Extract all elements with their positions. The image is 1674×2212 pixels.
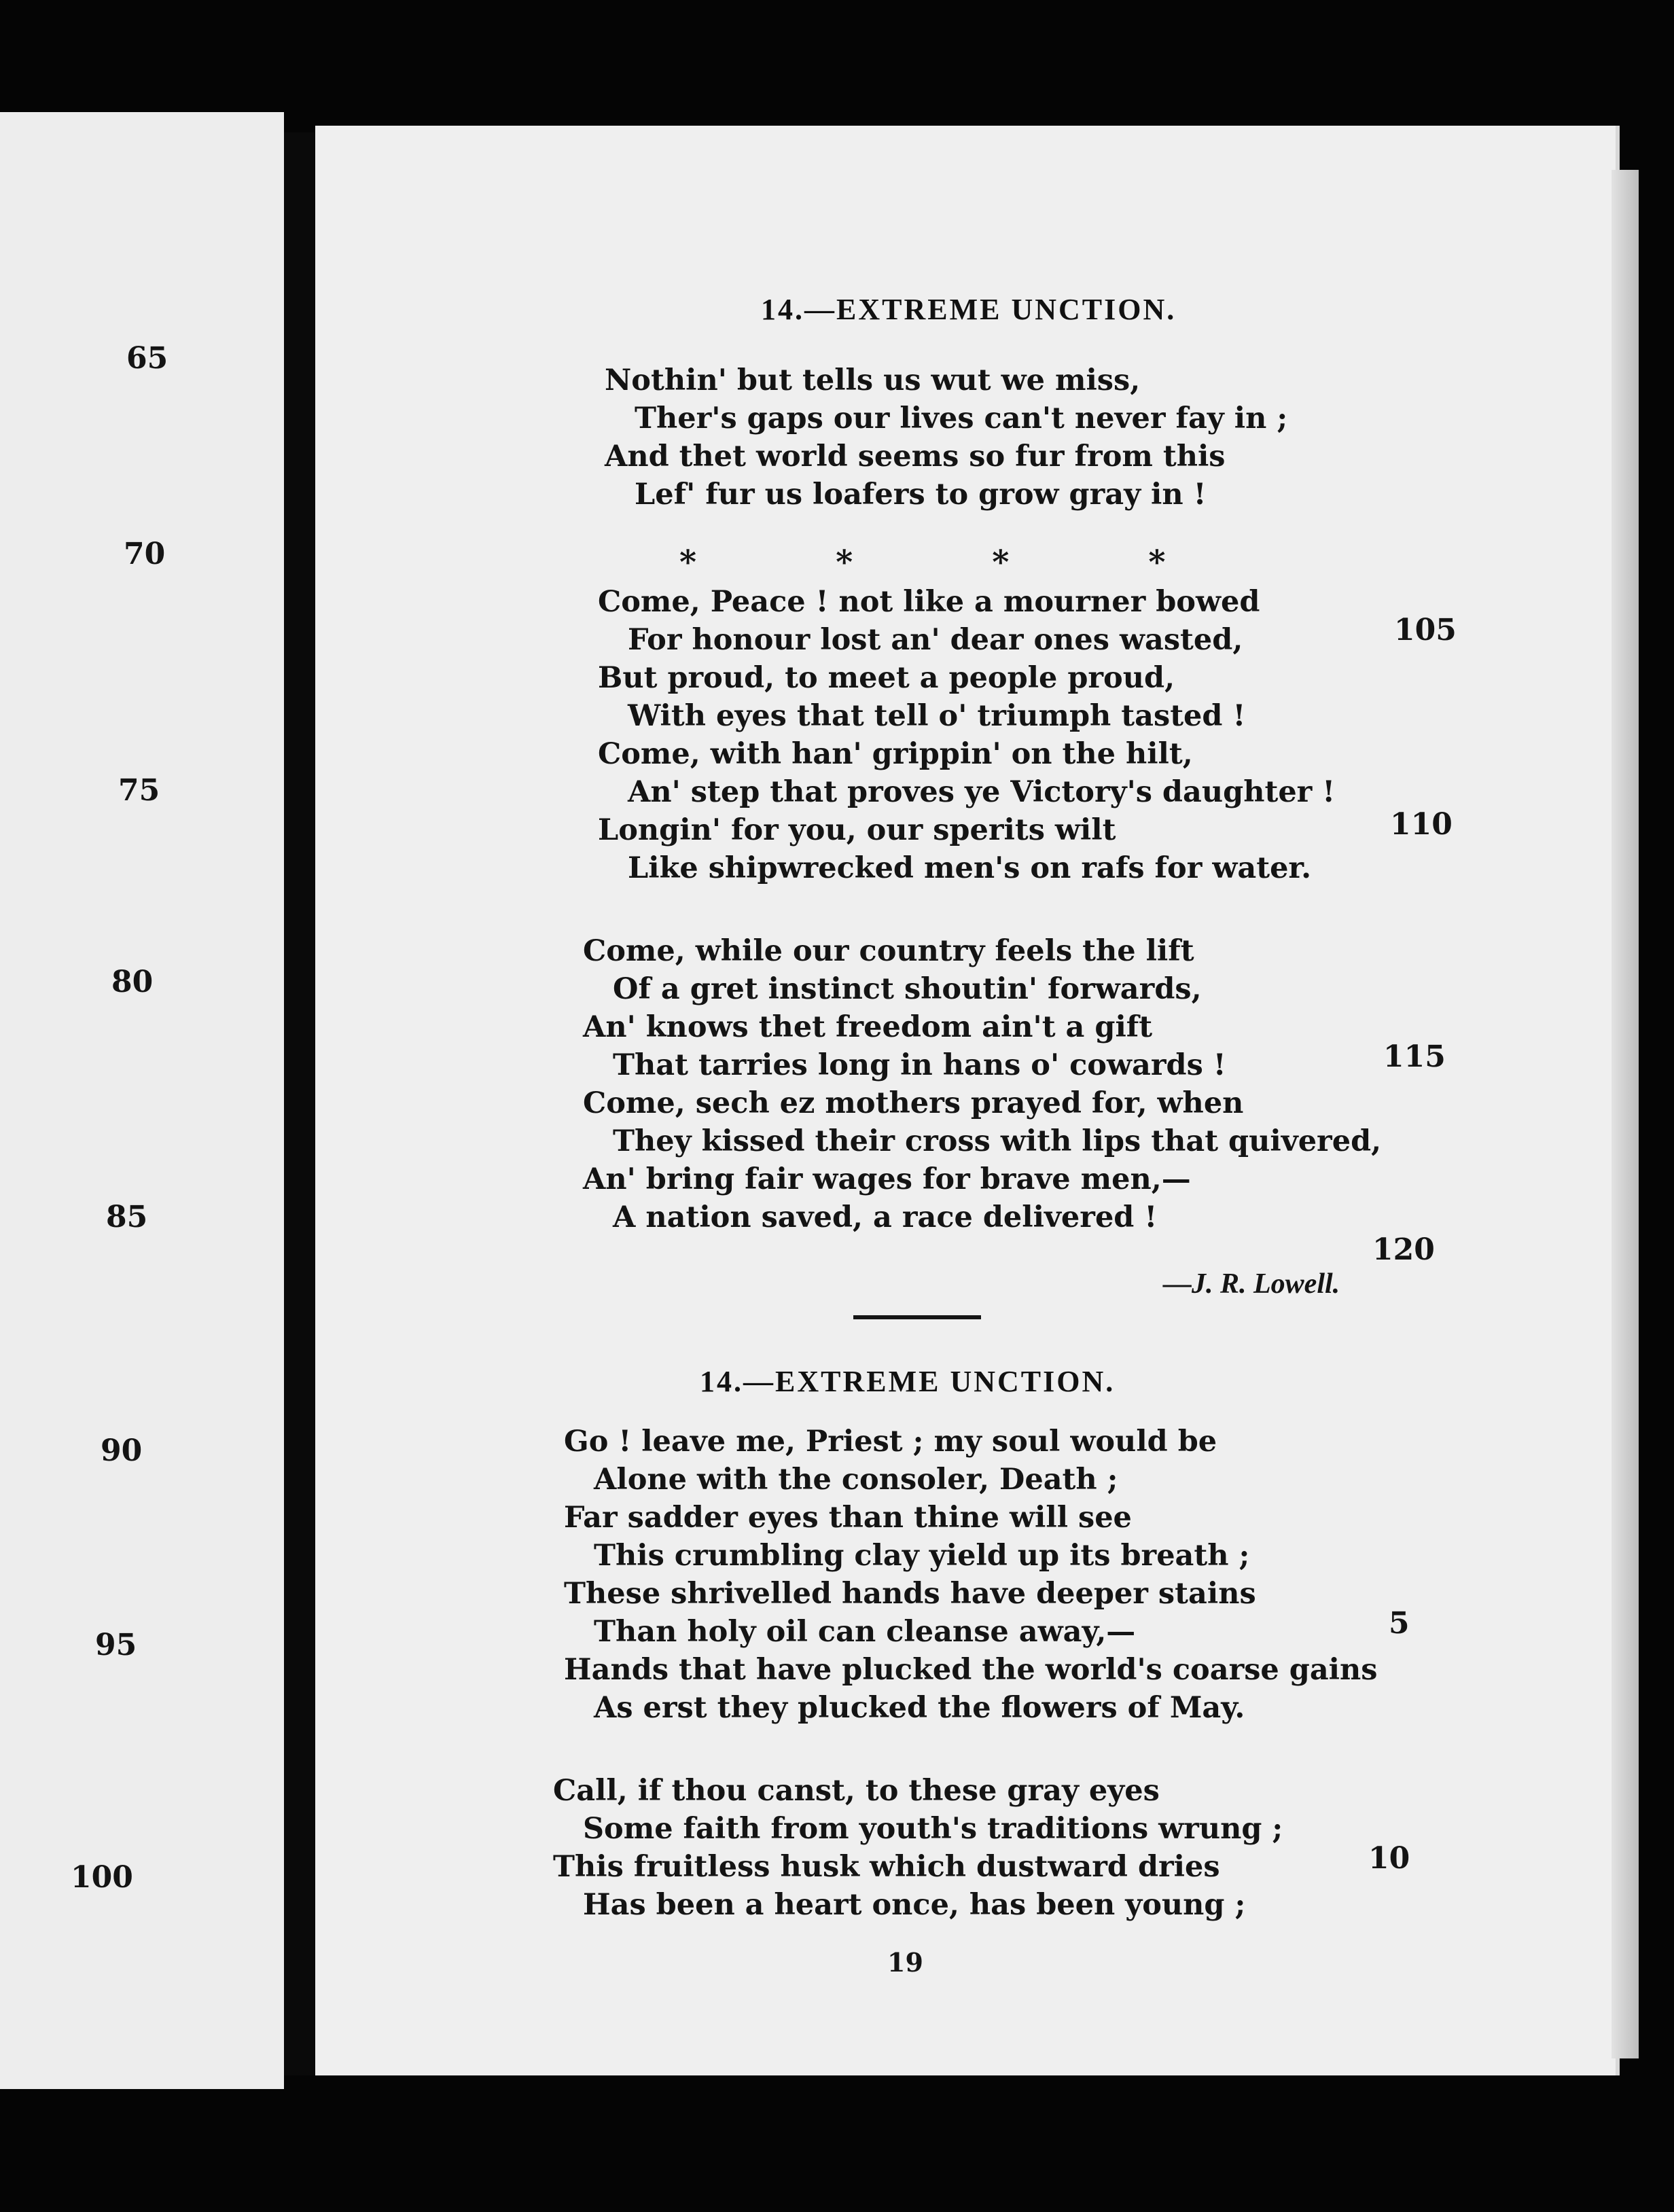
verse-line: With eyes that tell o' triumph tasted ! (628, 699, 1246, 733)
verse-line: For honour lost an' dear ones wasted, (628, 623, 1243, 657)
verse-line: Some faith from youth's traditions wrung ; (583, 1812, 1283, 1846)
left-line-number: 90 (101, 1433, 143, 1468)
page-edge (1611, 170, 1639, 2058)
verse-line: An' bring fair wages for brave men,— (583, 1162, 1191, 1196)
left-page-margin (0, 112, 284, 2089)
star: * (992, 543, 1010, 582)
left-line-number: 85 (106, 1200, 148, 1234)
poem-attribution: —J. R. Lowell. (1163, 1268, 1340, 1300)
verse-line: Hands that have plucked the world's coarse gains (564, 1653, 1378, 1687)
stanza (564, 1423, 1378, 1727)
verse-line: An' knows thet freedom ain't a gift (583, 1010, 1153, 1044)
stanza (605, 361, 1287, 514)
left-line-number: 75 (118, 773, 160, 808)
verse-line: These shrivelled hands have deeper stains (564, 1577, 1256, 1611)
stanza (553, 1772, 1283, 1924)
book-gutter (284, 132, 315, 2075)
verse-line: Come, Peace ! not like a mourner bowed (598, 585, 1260, 619)
section-break-stars (679, 543, 1165, 582)
verse-line: But proud, to meet a people proud, (598, 661, 1175, 695)
verse-line: Than holy oil can cleanse away,— (594, 1615, 1136, 1649)
verse-line: As erst they plucked the flowers of May. (594, 1691, 1245, 1725)
stanza (583, 932, 1381, 1236)
left-line-number: 95 (95, 1628, 137, 1662)
verse-line: Lef' fur us loafers to grow gray in ! (635, 478, 1207, 512)
verse-line: And thet world seems so fur from this (605, 440, 1226, 474)
verse-line: Far sadder eyes than thine will see (564, 1501, 1132, 1535)
poem-title: 14.—EXTREME UNCTION. (700, 1365, 1116, 1398)
right-line-number: 115 (1383, 1039, 1446, 1074)
verse-line: They kissed their cross with lips that quivered, (613, 1124, 1382, 1158)
verse-line: Of a gret instinct shoutin' forwards, (613, 972, 1202, 1006)
verse-line: Come, with han' grippin' on the hilt, (598, 737, 1193, 771)
right-line-number: 105 (1394, 613, 1457, 647)
page-number: 19 (887, 1947, 923, 1978)
verse-line: Has been a heart once, has been young ; (583, 1888, 1246, 1922)
left-line-number: 65 (126, 341, 168, 376)
verse-line: This crumbling clay yield up its breath ; (594, 1539, 1250, 1573)
verse-line: Come, while our country feels the lift (583, 934, 1194, 968)
right-line-number: 120 (1372, 1232, 1435, 1267)
left-line-number: 80 (111, 965, 154, 999)
left-line-number: 100 (71, 1860, 133, 1895)
verse-line: Call, if thou canst, to these gray eyes (553, 1774, 1160, 1808)
verse-line: Like shipwrecked men's on rafs for water. (628, 851, 1312, 885)
verse-line: Nothin' but tells us wut we miss, (605, 363, 1141, 397)
stanza (598, 583, 1335, 887)
right-line-number: 10 (1368, 1841, 1410, 1876)
star: * (679, 543, 697, 582)
poem-title: 14.—EXTREME UNCTION. (761, 293, 1177, 326)
right-line-number: 110 (1390, 807, 1453, 842)
verse-line: This fruitless husk which dustward dries (553, 1850, 1220, 1884)
star: * (836, 543, 853, 582)
verse-line: Come, sech ez mothers prayed for, when (583, 1086, 1244, 1120)
left-line-number: 70 (124, 537, 166, 571)
verse-line: A nation saved, a race delivered ! (613, 1200, 1158, 1234)
verse-line: An' step that proves ye Victory's daughter ! (628, 775, 1336, 809)
verse-line: That tarries long in hans o' cowards ! (613, 1048, 1226, 1082)
section-divider (853, 1315, 981, 1319)
right-line-number: 5 (1389, 1606, 1410, 1641)
verse-line: Go ! leave me, Priest ; my soul would be (564, 1425, 1217, 1459)
star: * (1148, 543, 1166, 582)
verse-line: Alone with the consoler, Death ; (594, 1463, 1118, 1497)
verse-line: Ther's gaps our lives can't never fay in ; (635, 402, 1288, 435)
verse-line: Longin' for you, our sperits wilt (598, 813, 1116, 847)
